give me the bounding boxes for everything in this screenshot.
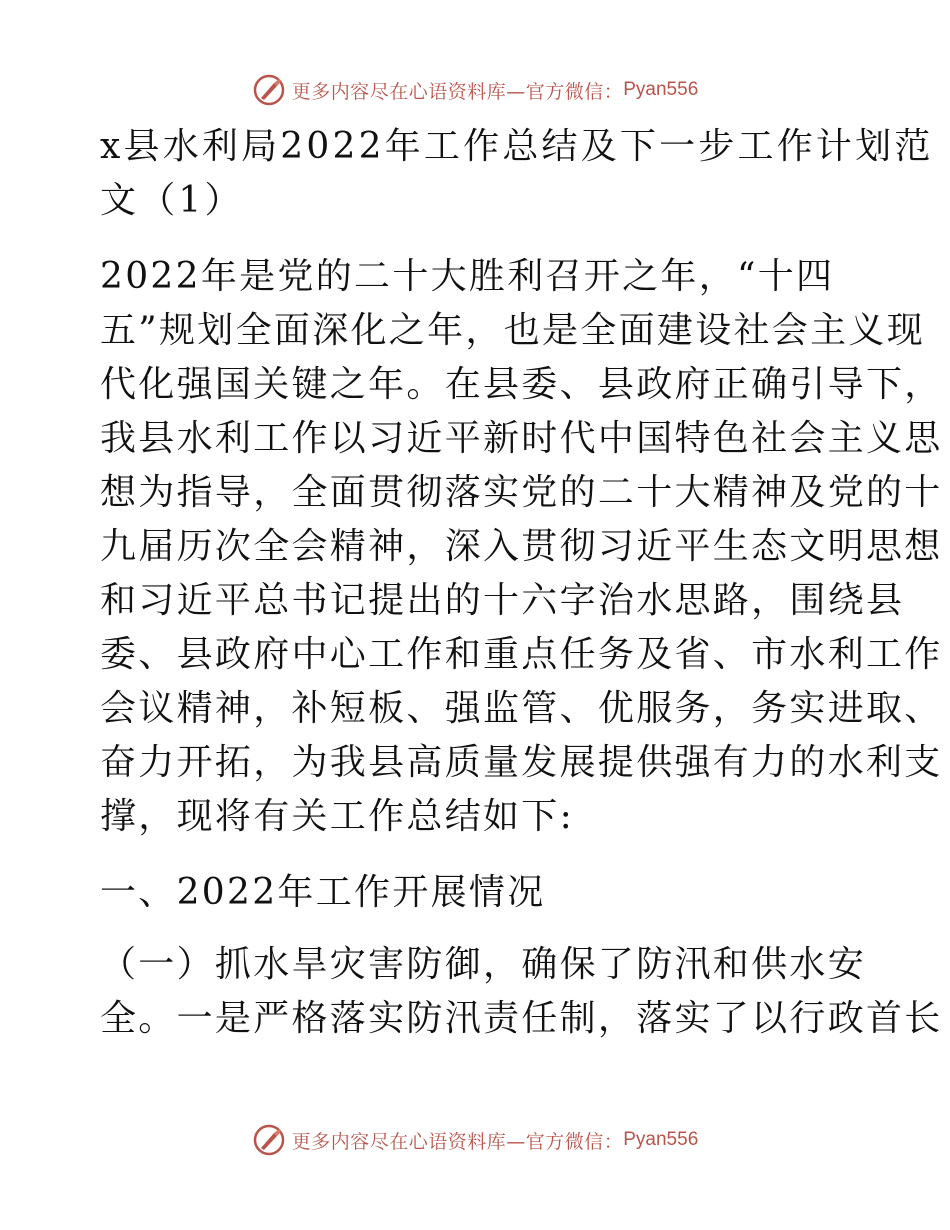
intro-paragraph-line: 我县水利工作以习近平新时代中国特色社会主义思 [100, 418, 943, 459]
intro-paragraph-line: 想为指导，全面贯彻落实党的二十大精神及党的十 [100, 472, 943, 513]
intro-paragraph-line: 奋力开拓，为我县高质量发展提供强有力的水利支 [100, 742, 943, 783]
subsection-paragraph-line: 全。一是严格落实防汛责任制，落实了以行政首长 [100, 998, 943, 1039]
section-heading: 一、2022年工作开展情况 [100, 872, 546, 913]
intro-paragraph-line: 会议精神，补短板、强监管、优服务，务实进取、 [100, 688, 943, 729]
intro-paragraph-line: 代化强国关键之年。在县委、县政府正确引导下， [100, 364, 943, 405]
document-body [100, 120, 943, 1046]
watermark-wechat-id: Pyan556 [623, 79, 699, 100]
watermark-wechat-id: Pyan556 [623, 1129, 699, 1150]
intro-paragraph-line: 2022年是党的二十大胜利召开之年，“十四 [100, 256, 835, 297]
intro-paragraph-line: 撑，现将有关工作总结如下: [100, 796, 575, 837]
watermark-text: 更多内容尽在心语资料库—官方微信： [291, 1130, 624, 1153]
intro-paragraph-line: 和习近平总书记提出的十六字治水思路，围绕县 [100, 580, 905, 621]
intro-paragraph-line: 五”规划全面深化之年，也是全面建设社会主义现 [100, 310, 926, 351]
intro-paragraph-line: 委、县政府中心工作和重点任务及省、市水利工作 [100, 634, 943, 675]
document-title-line-1: x县水利局2022年工作总结及下一步工作计划范 [100, 126, 934, 167]
intro-paragraph-line: 九届历次全会精神，深入贯彻习近平生态文明思想 [100, 526, 943, 567]
watermark-banner-top [0, 70, 950, 110]
subsection-paragraph-line: （一）抓水旱灾害防御，确保了防汛和供水安 [100, 944, 867, 985]
pen-nib-logo-icon [252, 73, 286, 107]
watermark-banner-bottom [0, 1120, 950, 1160]
pen-nib-logo-icon [252, 1123, 286, 1157]
watermark-text: 更多内容尽在心语资料库—官方微信： [291, 80, 624, 103]
document-title-line-2: 文（1） [100, 180, 244, 221]
